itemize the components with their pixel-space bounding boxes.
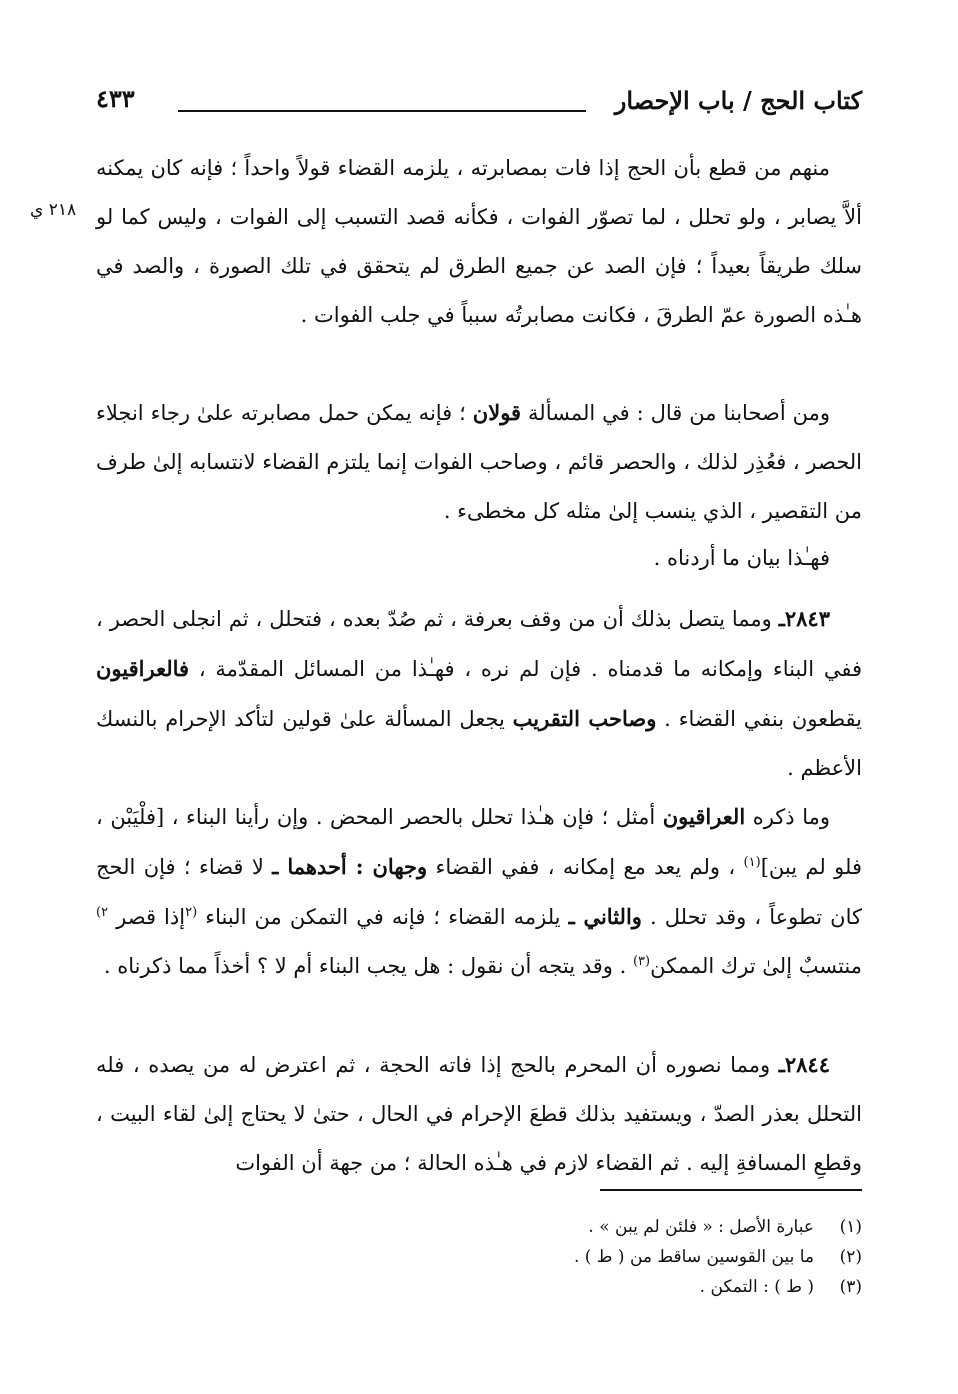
paragraph-text: وما ذكره العراقيون أمثل ؛ فإن هـٰذا تحلل بالحصر المحض . وإن رأينا البناء ، [فلْيَبْن ، فلو لم يبن]$^{(١)}$ ، ولم يعد مع إمكانه ، ففي القضاء وجهان : أحدهما ـ لا قضاء ؛ فإن الحج كان تطوعاً ، وقد تحلل . والثاني ـ يلزمه القضاء ؛ فإنه في التمكن من البناء $^{(٢}$إذا قصر $^{٢)}$ منتسبٌ إلىٰ ترك الممكن$^{(٣)}$ . وقد يتجه أن نقول : هل يجب البناء أم لا ؟ أخذاً مما ذكرناه .: [96, 804, 862, 978]
paragraph-3: [96, 534, 862, 583]
paragraph-text: ٢٨٤٣ـ ومما يتصل بذلك أن من وقف بعرفة ، ثم صُدّ بعده ، فتحلل ، ثم انجلى الحصر ، ففي البناء وإمكانه ما قدمناه . فإن لم نره ، فهـٰذا من المسائل المقدّمة ، فالعراقيون يقطعون بنفي القضاء . وصاحب التقريب يجعل المسألة علىٰ قولين لتأكد الإحرام بالنسك الأعظم .: [96, 606, 863, 780]
bold-term: والثاني ـ: [568, 904, 642, 929]
bold-term: وجهان : أحدهما ـ: [272, 854, 428, 879]
footnotes: [96, 1212, 862, 1302]
footnote-ref-2-close: ٢): [96, 905, 109, 920]
footnote-1: (١)عبارة الأصل : « فلئن لم يبن » .: [588, 1217, 862, 1237]
page-header: [96, 84, 862, 124]
bold-term: فالعراقيون: [96, 656, 190, 681]
paragraph-text: ومن أصحابنا من قال : في المسألة قولان ؛ فإنه يمكن حمل مصابرته علىٰ رجاء انجلاء الحصر ، فعُذِر لذلك ، والحصر قائم ، وصاحب الفوات إنما يلتزم القضاء لانتسابه إلىٰ طرف من التقصير ، الذي ينسب إلىٰ مثله كل مخطىء .: [96, 400, 862, 523]
paragraph-issue-2843: [96, 594, 862, 793]
paragraph-2: [96, 388, 862, 536]
footnote-2: (٢)ما بين القوسين ساقط من ( ط ) .: [573, 1247, 862, 1267]
bold-term: وصاحب التقريب: [512, 706, 657, 731]
paragraph-1: [96, 144, 862, 340]
margin-reference: ٢١٨ ي: [30, 200, 77, 220]
header-rule: [178, 110, 586, 112]
page-number: ٤٣٣: [96, 84, 135, 113]
footnote-ref-3: (٣): [632, 954, 651, 969]
bold-term: قولان: [472, 400, 522, 425]
issue-number: ٢٨٤٤ـ: [778, 1052, 830, 1077]
bold-term: العراقيون: [662, 804, 746, 829]
paragraph-5: [96, 792, 862, 991]
paragraph-text: منهم من قطع بأن الحج إذا فات بمصابرته ، يلزمه القضاء قولاً واحداً ؛ فإنه كان يمكنه ألاَّ يصابر ، ولو تحلل ، لما تصوّر الفوات ، فكأنه قصد التسبب إلى الفوات ، وليس كما لو سلك طريقاً بعيداً ؛ فإن الصد عن جميع الطرق لم يتحقق في تلك الصورة ، والصد في هـٰذه الصورة عمّ الطرقَ ، فكانت مصابرتُه سبباً في جلب الفوات .: [96, 156, 862, 327]
footnote-3: (٣)( ط ) : التمكن .: [699, 1277, 862, 1297]
running-title: كتاب الحج / باب الإحصار: [614, 86, 862, 115]
footnote-ref-1: (١): [743, 855, 761, 870]
footnote-separator: [600, 1189, 862, 1191]
paragraph-text: ٢٨٤٤ـ ومما نصوره أن المحرم بالحج إذا فاته الحجة ، ثم اعترض له من يصده ، فله التحلل بعذر الصدّ ، ويستفيد بذلك قطعَ الإحرام في الحال ، حتىٰ لا يحتاج إلىٰ لقاء البيت ، وقطعِ المسافةِ إليه . ثم القضاء لازم في هـٰذه الحالة ؛ من جهة أن الفوات: [96, 1052, 862, 1175]
issue-number: ٢٨٤٣ـ: [778, 606, 830, 631]
paragraph-issue-2844: [96, 1040, 862, 1188]
footnote-ref-2-open: (٢: [185, 905, 198, 920]
paragraph-text: فهـٰذا بيان ما أردناه .: [653, 546, 830, 570]
